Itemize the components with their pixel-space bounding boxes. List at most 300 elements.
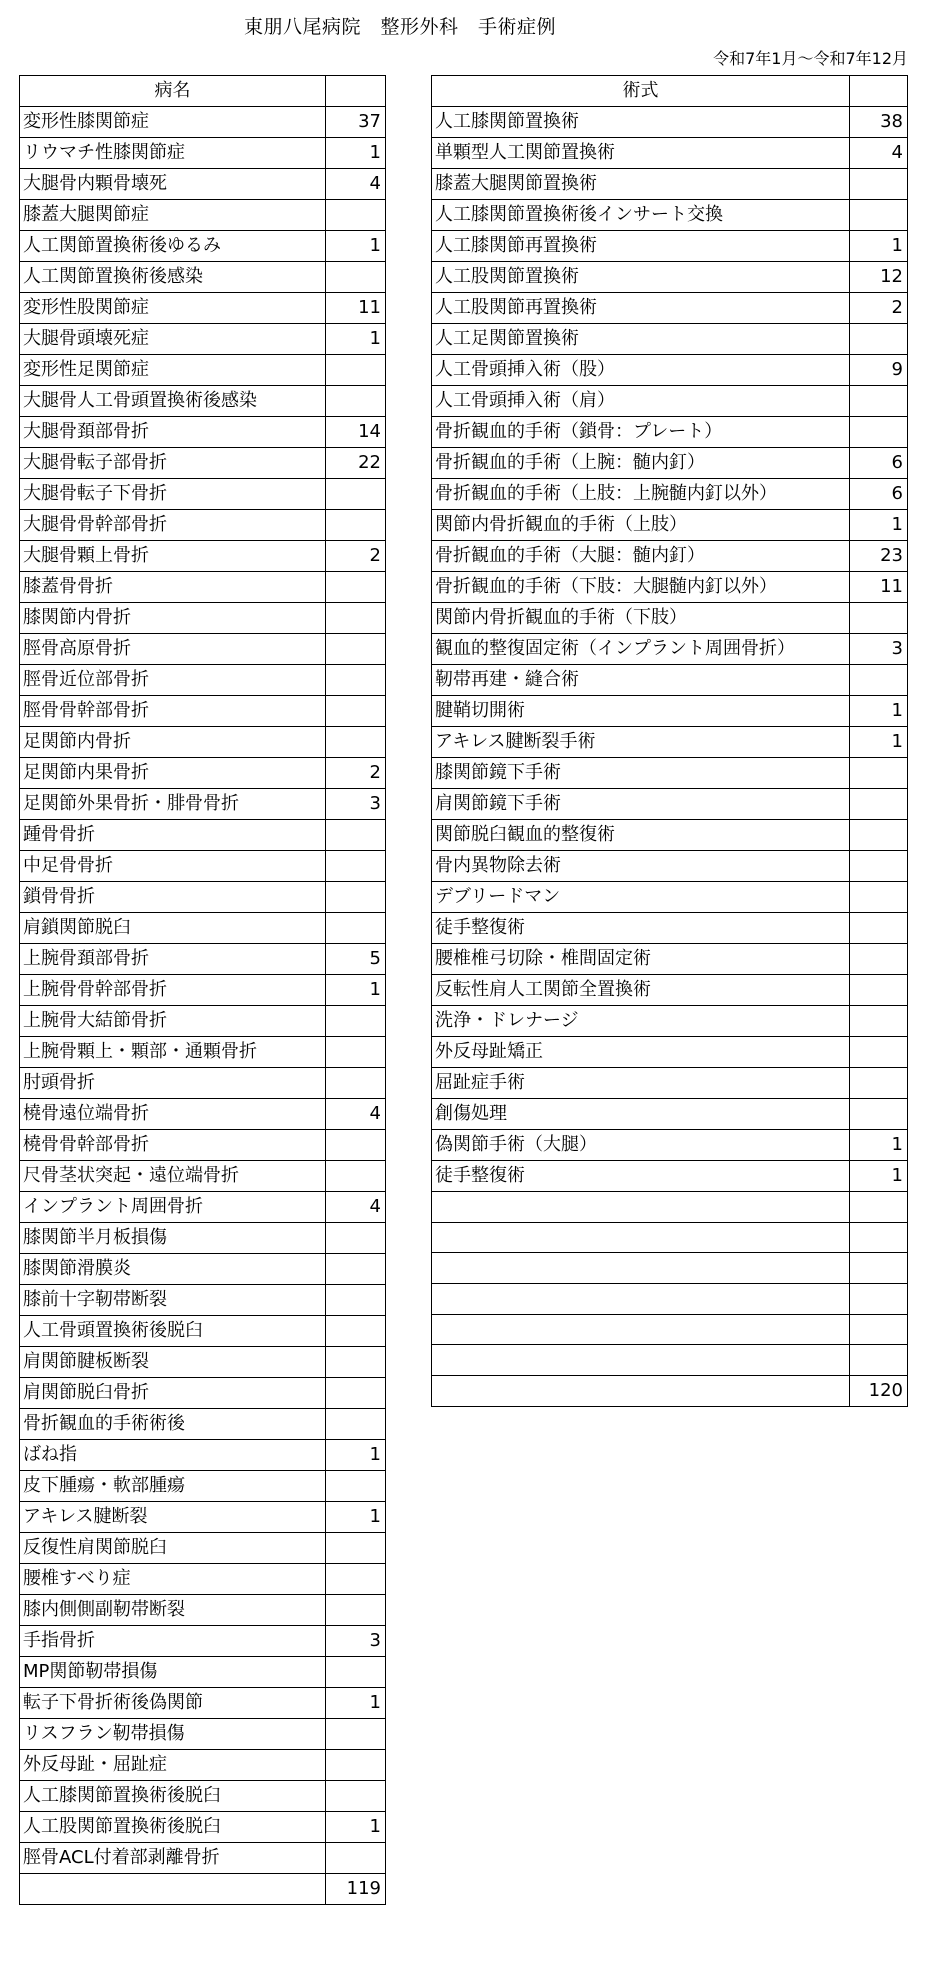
disease-count-cell: 11 xyxy=(326,293,386,324)
procedure-name-cell: 骨折観血的手術（大腿：髄内釘） xyxy=(432,541,850,572)
table-row xyxy=(20,1657,386,1688)
table-row xyxy=(20,1099,386,1130)
table-row xyxy=(432,417,908,448)
procedure-count-cell xyxy=(850,944,908,975)
table-row xyxy=(20,1812,386,1843)
table-row xyxy=(20,138,386,169)
disease-count-cell xyxy=(326,1471,386,1502)
table-row xyxy=(20,820,386,851)
procedure-count-cell xyxy=(850,758,908,789)
table-row xyxy=(20,758,386,789)
table-row xyxy=(20,231,386,262)
table-row xyxy=(432,107,908,138)
table-row xyxy=(432,479,908,510)
table-row xyxy=(432,355,908,386)
disease-name-cell: 膝関節内骨折 xyxy=(20,603,326,634)
disease-name-cell: 肩鎖関節脱臼 xyxy=(20,913,326,944)
table-row xyxy=(432,200,908,231)
table-row xyxy=(20,1750,386,1781)
disease-count-cell xyxy=(326,1657,386,1688)
procedure-name-cell: 腰椎椎弓切除・椎間固定術 xyxy=(432,944,850,975)
table-row xyxy=(20,1378,386,1409)
procedure-name-cell: 骨折観血的手術（上肢：上腕髄内釘以外） xyxy=(432,479,850,510)
procedure-name-cell: 人工足関節置換術 xyxy=(432,324,850,355)
procedure-name-cell xyxy=(432,1284,850,1315)
procedure-name-cell xyxy=(432,1192,850,1223)
diseases-table xyxy=(19,75,386,1905)
table-row xyxy=(20,479,386,510)
disease-name-cell: 中足骨骨折 xyxy=(20,851,326,882)
table-row xyxy=(432,262,908,293)
disease-count-cell xyxy=(326,1037,386,1068)
table-row xyxy=(20,696,386,727)
table-row xyxy=(20,1068,386,1099)
table-row xyxy=(432,1130,908,1161)
disease-name-cell: 人工骨頭置換術後脱臼 xyxy=(20,1316,326,1347)
procedure-header-count xyxy=(850,76,908,107)
disease-name-cell: 転子下骨折術後偽関節 xyxy=(20,1688,326,1719)
disease-count-cell xyxy=(326,1316,386,1347)
procedure-count-cell: 6 xyxy=(850,448,908,479)
table-row xyxy=(432,541,908,572)
procedure-name-cell: 靭帯再建・縫合術 xyxy=(432,665,850,696)
table-row xyxy=(20,975,386,1006)
table-row xyxy=(20,572,386,603)
procedure-count-cell xyxy=(850,1253,908,1284)
table-row xyxy=(432,169,908,200)
disease-count-cell xyxy=(326,665,386,696)
disease-count-cell xyxy=(326,1161,386,1192)
procedure-count-cell xyxy=(850,1099,908,1130)
procedure-count-cell: 6 xyxy=(850,479,908,510)
procedure-name-cell: 膝蓋大腿関節置換術 xyxy=(432,169,850,200)
table-row xyxy=(432,913,908,944)
procedure-name-cell: 人工膝関節再置換術 xyxy=(432,231,850,262)
disease-count-cell: 2 xyxy=(326,758,386,789)
procedure-name-cell: 洗浄・ドレナージ xyxy=(432,1006,850,1037)
table-row xyxy=(20,200,386,231)
table-row xyxy=(20,386,386,417)
procedure-count-cell: 1 xyxy=(850,727,908,758)
table-row xyxy=(20,1192,386,1223)
table-row xyxy=(20,944,386,975)
table-row xyxy=(432,975,908,1006)
table-row xyxy=(20,1006,386,1037)
procedure-name-cell: 観血的整復固定術（インプラント周囲骨折） xyxy=(432,634,850,665)
disease-total-label xyxy=(20,1874,326,1905)
disease-name-cell: 大腿骨人工骨頭置換術後感染 xyxy=(20,386,326,417)
table-row xyxy=(20,1471,386,1502)
table-row xyxy=(20,293,386,324)
procedure-name-cell: 骨折観血的手術（上腕：髄内釘） xyxy=(432,448,850,479)
procedure-name-cell: デブリードマン xyxy=(432,882,850,913)
disease-name-cell: 鎖骨骨折 xyxy=(20,882,326,913)
procedure-count-cell: 1 xyxy=(850,1161,908,1192)
table-row xyxy=(432,386,908,417)
table-row xyxy=(432,1253,908,1284)
disease-count-cell: 1 xyxy=(326,1502,386,1533)
procedure-count-cell: 11 xyxy=(850,572,908,603)
disease-count-cell xyxy=(326,1006,386,1037)
disease-name-cell: 上腕骨骨幹部骨折 xyxy=(20,975,326,1006)
disease-count-cell xyxy=(326,1781,386,1812)
disease-name-cell: 脛骨ACL付着部剥離骨折 xyxy=(20,1843,326,1874)
procedure-name-cell: 関節内骨折観血的手術（上肢） xyxy=(432,510,850,541)
disease-count-cell xyxy=(326,1843,386,1874)
disease-count-cell: 1 xyxy=(326,975,386,1006)
table-row xyxy=(432,944,908,975)
disease-count-cell xyxy=(326,913,386,944)
procedure-name-cell: 人工骨頭挿入術（肩） xyxy=(432,386,850,417)
disease-name-cell: 人工関節置換術後感染 xyxy=(20,262,326,293)
disease-count-cell xyxy=(326,1347,386,1378)
procedure-count-cell xyxy=(850,1284,908,1315)
table-row xyxy=(20,882,386,913)
procedure-count-cell: 38 xyxy=(850,107,908,138)
table-row xyxy=(20,541,386,572)
disease-count-cell xyxy=(326,572,386,603)
disease-header-count xyxy=(326,76,386,107)
procedure-name-cell: 偽関節手術（大腿） xyxy=(432,1130,850,1161)
procedure-count-cell xyxy=(850,200,908,231)
table-row xyxy=(432,634,908,665)
disease-name-cell: 足関節内骨折 xyxy=(20,727,326,758)
disease-name-cell: 肩関節腱板断裂 xyxy=(20,1347,326,1378)
procedure-count-cell xyxy=(850,1314,908,1345)
table-row xyxy=(432,603,908,634)
disease-count-cell xyxy=(326,603,386,634)
procedure-count-cell xyxy=(850,1006,908,1037)
table-row xyxy=(20,727,386,758)
procedure-count-cell xyxy=(850,1345,908,1376)
procedure-name-cell: 単顆型人工関節置換術 xyxy=(432,138,850,169)
procedure-count-cell xyxy=(850,851,908,882)
disease-count-cell xyxy=(326,355,386,386)
disease-name-cell: 膝前十字靭帯断裂 xyxy=(20,1285,326,1316)
disease-name-cell: 大腿骨転子下骨折 xyxy=(20,479,326,510)
procedure-name-cell: 創傷処理 xyxy=(432,1099,850,1130)
disease-count-cell xyxy=(326,262,386,293)
table-row xyxy=(20,634,386,665)
table-row xyxy=(432,293,908,324)
disease-total-row xyxy=(20,1874,386,1905)
table-row xyxy=(432,510,908,541)
procedure-name-cell: アキレス腱断裂手術 xyxy=(432,727,850,758)
table-row xyxy=(432,1006,908,1037)
disease-count-cell xyxy=(326,1564,386,1595)
procedure-count-cell xyxy=(850,386,908,417)
disease-count-cell xyxy=(326,851,386,882)
disease-count-cell xyxy=(326,1285,386,1316)
table-row xyxy=(20,262,386,293)
table-row xyxy=(432,851,908,882)
disease-name-cell: 手指骨折 xyxy=(20,1626,326,1657)
disease-name-cell: 変形性膝関節症 xyxy=(20,107,326,138)
procedure-name-cell xyxy=(432,1314,850,1345)
procedure-name-cell: 人工膝関節置換術後インサート交換 xyxy=(432,200,850,231)
table-row xyxy=(20,1347,386,1378)
disease-name-cell: 大腿骨顆上骨折 xyxy=(20,541,326,572)
disease-count-cell xyxy=(326,1378,386,1409)
table-row xyxy=(432,882,908,913)
disease-header: 病名 xyxy=(20,76,326,107)
procedure-name-cell: 人工股関節置換術 xyxy=(432,262,850,293)
disease-count-cell: 4 xyxy=(326,169,386,200)
disease-count-cell: 14 xyxy=(326,417,386,448)
disease-count-cell: 1 xyxy=(326,231,386,262)
table-row xyxy=(20,1161,386,1192)
disease-name-cell: 橈骨骨幹部骨折 xyxy=(20,1130,326,1161)
procedure-count-cell: 1 xyxy=(850,510,908,541)
table-row xyxy=(20,913,386,944)
disease-name-cell: アキレス腱断裂 xyxy=(20,1502,326,1533)
disease-count-cell: 4 xyxy=(326,1192,386,1223)
disease-count-cell: 1 xyxy=(326,1688,386,1719)
procedure-count-cell xyxy=(850,1192,908,1223)
disease-count-cell xyxy=(326,727,386,758)
disease-name-cell: インプラント周囲骨折 xyxy=(20,1192,326,1223)
procedure-total-row xyxy=(432,1376,908,1407)
disease-name-cell: 踵骨骨折 xyxy=(20,820,326,851)
procedure-count-cell: 1 xyxy=(850,1130,908,1161)
procedure-count-cell xyxy=(850,324,908,355)
procedure-name-cell: 人工骨頭挿入術（股） xyxy=(432,355,850,386)
disease-name-cell: 膝蓋骨骨折 xyxy=(20,572,326,603)
table-row xyxy=(432,231,908,262)
table-row xyxy=(20,603,386,634)
disease-count-cell xyxy=(326,634,386,665)
table-row xyxy=(20,1502,386,1533)
disease-name-cell: 外反母趾・屈趾症 xyxy=(20,1750,326,1781)
procedure-count-cell xyxy=(850,417,908,448)
disease-name-cell: 上腕骨大結節骨折 xyxy=(20,1006,326,1037)
table-row xyxy=(432,665,908,696)
disease-name-cell: 骨折観血的手術術後 xyxy=(20,1409,326,1440)
table-row xyxy=(432,138,908,169)
table-row xyxy=(20,169,386,200)
procedure-name-cell: 人工股関節再置換術 xyxy=(432,293,850,324)
disease-count-cell xyxy=(326,1595,386,1626)
procedure-count-cell xyxy=(850,789,908,820)
procedure-count-cell: 1 xyxy=(850,231,908,262)
disease-count-cell xyxy=(326,1719,386,1750)
disease-count-cell xyxy=(326,1068,386,1099)
table-row xyxy=(20,1595,386,1626)
disease-name-cell: 足関節外果骨折・腓骨骨折 xyxy=(20,789,326,820)
disease-name-cell: 腰椎すべり症 xyxy=(20,1564,326,1595)
disease-count-cell: 37 xyxy=(326,107,386,138)
disease-name-cell: ばね指 xyxy=(20,1440,326,1471)
table-row xyxy=(432,1037,908,1068)
disease-name-cell: 大腿骨頭壊死症 xyxy=(20,324,326,355)
disease-name-cell: 人工股関節置換術後脱臼 xyxy=(20,1812,326,1843)
table-row xyxy=(20,1843,386,1874)
disease-name-cell: 大腿骨頚部骨折 xyxy=(20,417,326,448)
table-row xyxy=(20,1719,386,1750)
page-title: 東朋八尾病院 整形外科 手術症例 xyxy=(243,16,556,38)
procedure-count-cell: 23 xyxy=(850,541,908,572)
procedure-count-cell: 4 xyxy=(850,138,908,169)
procedure-name-cell xyxy=(432,1253,850,1284)
disease-name-cell: 大腿骨内顆骨壊死 xyxy=(20,169,326,200)
disease-name-cell: MP関節靭帯損傷 xyxy=(20,1657,326,1688)
procedure-total: 120 xyxy=(850,1376,908,1407)
table-row xyxy=(20,1223,386,1254)
procedure-count-cell xyxy=(850,882,908,913)
procedure-name-cell: 人工膝関節置換術 xyxy=(432,107,850,138)
table-row xyxy=(20,1409,386,1440)
disease-name-cell: 大腿骨転子部骨折 xyxy=(20,448,326,479)
disease-count-cell xyxy=(326,1254,386,1285)
disease-name-cell: 反復性肩関節脱臼 xyxy=(20,1533,326,1564)
table-row xyxy=(20,665,386,696)
disease-count-cell xyxy=(326,200,386,231)
procedure-count-cell: 12 xyxy=(850,262,908,293)
disease-count-cell xyxy=(326,479,386,510)
procedure-count-cell: 2 xyxy=(850,293,908,324)
procedure-count-cell xyxy=(850,169,908,200)
disease-name-cell: 脛骨高原骨折 xyxy=(20,634,326,665)
disease-name-cell: 上腕骨顆上・顆部・通顆骨折 xyxy=(20,1037,326,1068)
procedure-name-cell: 徒手整復術 xyxy=(432,913,850,944)
procedure-count-cell: 1 xyxy=(850,696,908,727)
procedure-count-cell xyxy=(850,603,908,634)
procedure-name-cell: 屈趾症手術 xyxy=(432,1068,850,1099)
disease-name-cell: 膝内側側副靭帯断裂 xyxy=(20,1595,326,1626)
table-row xyxy=(432,820,908,851)
procedure-name-cell: 膝関節鏡下手術 xyxy=(432,758,850,789)
table-row xyxy=(432,1314,908,1345)
table-row xyxy=(20,107,386,138)
disease-name-cell: 脛骨近位部骨折 xyxy=(20,665,326,696)
table-row xyxy=(20,355,386,386)
table-row xyxy=(432,1222,908,1253)
disease-name-cell: 肘頭骨折 xyxy=(20,1068,326,1099)
table-row xyxy=(20,448,386,479)
procedure-name-cell xyxy=(432,1222,850,1253)
procedure-name-cell: 徒手整復術 xyxy=(432,1161,850,1192)
procedure-name-cell: 腱鞘切開術 xyxy=(432,696,850,727)
disease-count-cell: 3 xyxy=(326,789,386,820)
table-row xyxy=(432,1192,908,1223)
disease-name-cell: 変形性股関節症 xyxy=(20,293,326,324)
procedure-count-cell xyxy=(850,1068,908,1099)
procedure-count-cell xyxy=(850,975,908,1006)
disease-name-cell: 大腿骨骨幹部骨折 xyxy=(20,510,326,541)
table-row xyxy=(20,1285,386,1316)
procedure-name-cell: 関節脱臼観血的整復術 xyxy=(432,820,850,851)
table-row xyxy=(432,758,908,789)
disease-count-cell: 2 xyxy=(326,541,386,572)
disease-count-cell: 1 xyxy=(326,138,386,169)
disease-name-cell: リウマチ性膝関節症 xyxy=(20,138,326,169)
disease-count-cell: 5 xyxy=(326,944,386,975)
disease-count-cell: 1 xyxy=(326,1812,386,1843)
procedure-count-cell xyxy=(850,913,908,944)
procedure-count-cell: 9 xyxy=(850,355,908,386)
procedure-count-cell xyxy=(850,665,908,696)
procedure-total-label xyxy=(432,1376,850,1407)
disease-count-cell xyxy=(326,882,386,913)
procedure-name-cell: 関節内骨折観血的手術（下肢） xyxy=(432,603,850,634)
disease-name-cell: 変形性足関節症 xyxy=(20,355,326,386)
table-row xyxy=(432,696,908,727)
disease-name-cell: 膝蓋大腿関節症 xyxy=(20,200,326,231)
disease-count-cell: 3 xyxy=(326,1626,386,1657)
table-row xyxy=(432,572,908,603)
disease-count-cell: 4 xyxy=(326,1099,386,1130)
table-row xyxy=(20,1564,386,1595)
disease-count-cell xyxy=(326,696,386,727)
procedure-header: 術式 xyxy=(432,76,850,107)
procedure-count-cell xyxy=(850,1222,908,1253)
table-row xyxy=(20,1130,386,1161)
disease-total: 119 xyxy=(326,1874,386,1905)
disease-count-cell xyxy=(326,1130,386,1161)
disease-name-cell: 膝関節滑膜炎 xyxy=(20,1254,326,1285)
disease-header-row xyxy=(20,76,386,107)
disease-name-cell: 皮下腫瘍・軟部腫瘍 xyxy=(20,1471,326,1502)
table-row xyxy=(20,1254,386,1285)
procedure-name-cell: 骨折観血的手術（下肢：大腿髄内釘以外） xyxy=(432,572,850,603)
disease-name-cell: 橈骨遠位端骨折 xyxy=(20,1099,326,1130)
procedure-name-cell xyxy=(432,1345,850,1376)
table-row xyxy=(20,510,386,541)
table-row xyxy=(432,1284,908,1315)
procedure-count-cell xyxy=(850,820,908,851)
procedures-table xyxy=(431,75,908,1407)
table-row xyxy=(432,1345,908,1376)
disease-name-cell: 肩関節脱臼骨折 xyxy=(20,1378,326,1409)
table-row xyxy=(432,789,908,820)
procedure-header-row xyxy=(432,76,908,107)
disease-name-cell: 尺骨茎状突起・遠位端骨折 xyxy=(20,1161,326,1192)
table-row xyxy=(20,1440,386,1471)
disease-count-cell: 1 xyxy=(326,1440,386,1471)
disease-count-cell xyxy=(326,1409,386,1440)
disease-name-cell: リスフラン靭帯損傷 xyxy=(20,1719,326,1750)
procedure-count-cell: 3 xyxy=(850,634,908,665)
table-row xyxy=(20,1626,386,1657)
disease-name-cell: 足関節内果骨折 xyxy=(20,758,326,789)
procedure-name-cell: 外反母趾矯正 xyxy=(432,1037,850,1068)
table-row xyxy=(20,1037,386,1068)
disease-count-cell xyxy=(326,386,386,417)
disease-name-cell: 上腕骨頚部骨折 xyxy=(20,944,326,975)
disease-name-cell: 膝関節半月板損傷 xyxy=(20,1223,326,1254)
disease-count-cell xyxy=(326,1223,386,1254)
table-row xyxy=(432,1099,908,1130)
disease-name-cell: 人工膝関節置換術後脱臼 xyxy=(20,1781,326,1812)
table-row xyxy=(20,789,386,820)
disease-count-cell: 22 xyxy=(326,448,386,479)
table-row xyxy=(20,851,386,882)
table-row xyxy=(432,324,908,355)
table-row xyxy=(20,1533,386,1564)
disease-count-cell xyxy=(326,1750,386,1781)
table-row xyxy=(432,448,908,479)
table-row xyxy=(20,324,386,355)
table-row xyxy=(20,1688,386,1719)
procedure-name-cell: 肩関節鏡下手術 xyxy=(432,789,850,820)
table-row xyxy=(20,1781,386,1812)
procedure-name-cell: 骨内異物除去術 xyxy=(432,851,850,882)
procedure-count-cell xyxy=(850,1037,908,1068)
period-label: 令和7年1月～令和7年12月 xyxy=(713,49,908,68)
disease-name-cell: 脛骨骨幹部骨折 xyxy=(20,696,326,727)
disease-count-cell xyxy=(326,820,386,851)
table-row xyxy=(20,417,386,448)
